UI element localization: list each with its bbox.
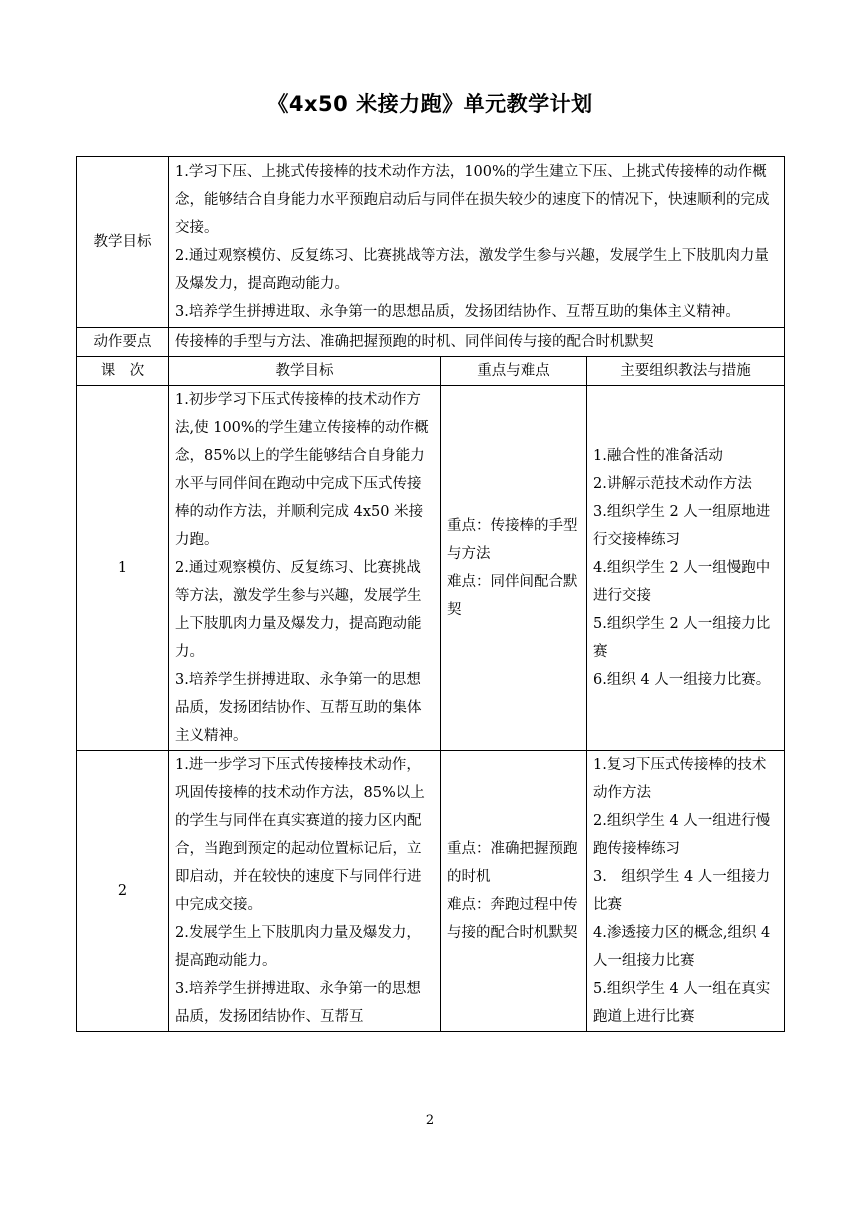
lesson-focus-cell: [441, 386, 587, 751]
key-points-row: [77, 328, 785, 357]
objective-item: 1.学习下压、上挑式传接棒的技术动作方法，100%的学生建立下压、上挑式传接棒的动作概念，能够结合自身能力水平预跑启动后与同伴在损失较少的速度下的情况下，快速顺利的完成交接。: [175, 164, 770, 236]
lesson-goals-cell: [169, 386, 441, 751]
lesson-method-item: 5.组织学生 2 人一组接力比赛: [593, 616, 771, 660]
objectives-cell: [169, 157, 785, 328]
document-title: 《4x50 米接力跑》单元教学计划: [267, 92, 593, 116]
lesson-focus: 重点：传接棒的手型与方法: [447, 518, 578, 562]
lesson-row: [77, 386, 785, 751]
lesson-method-item: 4.渗透接力区的概念,组织 4 人一组接力比赛: [593, 925, 771, 969]
column-header-focus: 重点与难点: [441, 357, 587, 386]
lesson-goal-item: 3.培养学生拼搏进取、永争第一的思想品质，发扬团结协作、互帮互: [175, 981, 421, 1025]
lesson-number: 1: [77, 386, 169, 751]
key-points-label: 动作要点: [77, 328, 169, 357]
key-points-cell: 传接棒的手型与方法、准确把握预跑的时机、同伴间传与接的配合时机默契: [169, 328, 785, 357]
objective-item: 2.通过观察模仿、反复练习、比赛挑战等方法，激发学生参与兴趣，发展学生上下肢肌肉力量及爆发力，提高跑动能力。: [175, 248, 769, 292]
lesson-goal-item: 1.进一步学习下压式传接棒技术动作，巩固传接棒的技术动作方法，85%以上的学生与同伴在真实赛道的接力区内配合，当跑到预定的起动位置标记后，立即启动，并在较快的速度下与同伴行进中完成交接。: [175, 757, 425, 913]
column-header-goals: 教学目标: [169, 357, 441, 386]
lesson-focus-cell: [441, 751, 587, 1032]
lesson-goal-item: 2.发展学生上下肢肌肉力量及爆发力，提高跑动能力。: [175, 925, 421, 969]
lesson-difficulty: 难点：同伴间配合默契: [447, 574, 578, 618]
lesson-method-item: 3.组织学生 2 人一组原地进行交接棒练习: [593, 504, 771, 548]
unit-plan-table: [76, 156, 785, 1032]
column-header-row: [77, 357, 785, 386]
objectives-row: [77, 157, 785, 328]
lesson-method-item: 1.复习下压式传接棒的技术动作方法: [593, 757, 767, 801]
lesson-number: 2: [77, 751, 169, 1032]
lesson-methods-cell: [587, 386, 785, 751]
lesson-method-item: 2.讲解示范技术动作方法: [593, 476, 752, 492]
lesson-method-item: 4.组织学生 2 人一组慢跑中进行交接: [593, 560, 771, 604]
lesson-goals-cell: [169, 751, 441, 1032]
lesson-goal-item: 2.通过观察模仿、反复练习、比赛挑战等方法，激发学生参与兴趣，发展学生上下肢肌肉力量及爆发力，提高跑动能力。: [175, 560, 422, 660]
lesson-method-item: 2.组织学生 4 人一组进行慢跑传接棒练习: [593, 813, 771, 857]
lesson-row: [77, 751, 785, 1032]
objectives-label: 教学目标: [77, 157, 169, 328]
lesson-methods-cell: [587, 751, 785, 1032]
lesson-goal-item: 3.培养学生拼搏进取、永争第一的思想品质，发扬团结协作、互帮互助的集体主义精神。: [175, 672, 422, 744]
column-header-methods: 主要组织教法与措施: [587, 357, 785, 386]
lesson-method-item: 1.融合性的准备活动: [593, 448, 723, 464]
lesson-difficulty: 难点：奔跑过程中传与接的配合时机默契: [447, 897, 578, 941]
objective-item: 3.培养学生拼搏进取、永争第一的思想品质，发扬团结协作、互帮互助的集体主义精神。: [175, 304, 740, 320]
lesson-method-item: 3. 组织学生 4 人一组接力比赛: [593, 869, 771, 913]
lesson-method-item: 6.组织 4 人一组接力比赛。: [593, 672, 771, 688]
column-header-lesson: 课 次: [77, 357, 169, 386]
page-number: 2: [425, 1113, 435, 1128]
lesson-focus: 重点：准确把握预跑的时机: [447, 841, 578, 885]
lesson-method-item: 5.组织学生 4 人一组在真实跑道上进行比赛: [593, 981, 771, 1025]
lesson-goal-item: 1.初步学习下压式传接棒的技术动作方法,使 100%的学生建立传接棒的动作概念，85%以上的学生能够结合自身能力水平与同伴间在跑动中完成下压式传接棒的动作方法，并顺利完成 4x50 米接力跑。: [175, 392, 429, 548]
